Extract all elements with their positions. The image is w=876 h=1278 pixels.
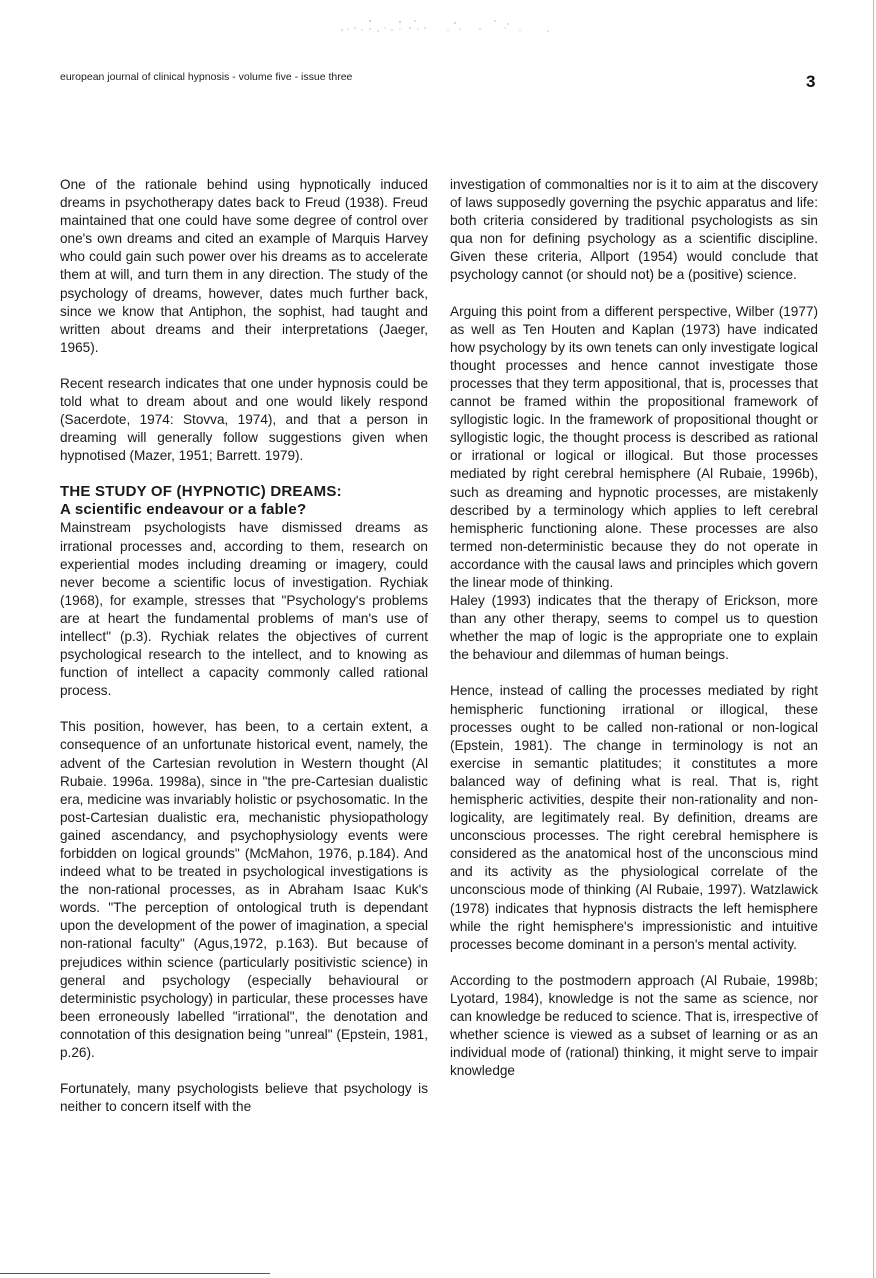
paragraph: Haley (1993) indicates that the therapy of Erickson, more than any other therapy, seems to compel us to question whether the map of logic is the appropriate one to explain the behaviour and dilemmas of human beings.	[450, 593, 818, 663]
left-column	[60, 176, 428, 1134]
scan-edge-line	[0, 1273, 270, 1274]
section-heading: THE STUDY OF (HYPNOTIC) DREAMS:	[60, 483, 342, 501]
paragraph: Recent research indicates that one under hypnosis could be told what to dream about and one would likely respond (Sacerdote, 1974: Stovva, 1974), and that a person in dreaming will generally follow suggestions given when hypnotised (Mazer, 1951; Barrett. 1979).	[60, 375, 428, 464]
page-number: 3	[806, 72, 816, 91]
paragraph: Fortunately, many psychologists believe that psychology is neither to concern itself with the	[60, 1081, 428, 1115]
journal-header: european journal of clinical hypnosis - volume five - issue three	[60, 71, 353, 83]
scan-edge-line	[873, 0, 874, 1278]
right-column	[450, 176, 818, 1098]
paragraph: investigation of commonalties nor is it to aim at the discovery of laws supposedly governing the psychic apparatus and life: both criteria considered by traditional psychologists as sin qua non for defining psychology as a scientific discipline. Given these criteria, Allport (1954) would conclude that psychology cannot (or should not) be a (positive) science.	[450, 177, 818, 283]
paragraph: Hence, instead of calling the processes mediated by right hemispheric functioning irrational or illogical, these processes ought to be called non-rational or non-logical (Epstein, 1981). The change in terminology is not an exercise in semantic platitudes; it constitutes a more balanced way of defining what is real. That is, right hemispheric activities, despite their non-rationality and non-logicality, are legitimately real. By definition, dreams are unconscious processes. The right cerebral hemisphere is considered as the anatomical host of the unconscious mind and its activity as the physiological correlate of the unconscious mode of thinking (Al Rubaie, 1997). Watzlawick (1978) indicates that hypnosis distracts the left hemisphere while the right hemisphere's impressionistic and intuitive processes become dominant in a person's mental activity.	[450, 683, 818, 952]
paragraph: According to the postmodern approach (Al Rubaie, 1998b; Lyotard, 1984), knowledge is not the same as science, nor can knowledge be reduced to science. That is, irrespective of whether science is viewed as a subset of learning or as an individual mode of (rational) thinking, it might serve to impair knowledge	[450, 972, 818, 1079]
paragraph: This position, however, has been, to a certain extent, a consequence of an unfortunate historical event, namely, the advent of the Cartesian revolution in Western thought (Al Rubaie. 1996a. 1998a), since in "the pre-Cartesian dualistic era, medicine was invariably holistic or psychosomatic. In the post-Cartesian dualistic era, mechanistic physiopathology gained ascendancy, and psychophysiology events were forbidden on logical grounds" (McMahon, 1976, p.184). And indeed what to be treated in psychological investigations is the non-rational processes, as in Abraham Isaac Kuk's words. "The perception of ontological truth is dependant upon the development of the power of imagination, a special non-rational faculty" (Agus,1972, p.163). But because of prejudices within science (particularly positivistic science) in general and psychology (especially behavioural or deterministic psychology) in particular, these processes have been erroneously labelled "irrational", the denotation and connotation of this designation being "unreal" (Epstein, 1981, p.26).	[60, 719, 428, 1061]
paragraph: One of the rationale behind using hypnotically induced dreams in psychotherapy dates back to Freud (1938). Freud maintained that one could have some degree of control over one's own dreams and cited an example of Marquis Harvey who could gain such power over his dreams as to accelerate them at will, and turn them in any direction. The study of the psychology of dreams, however, dates much further back, since we know that Antiphon, the sophist, had taught and written about dreams and their interpretations (Jaeger, 1965).	[60, 177, 428, 355]
scan-artifact-marks	[330, 18, 560, 48]
paragraph: Mainstream psychologists have dismissed dreams as irrational processes and, according to them, research on experiential modes including dreaming or imagery, could never become a scientific locus of investigation. Rychiak (1968), for example, stresses that "Psychology's problems are at heart the fundamental problems of man's use of intellect" (p.3). Rychiak relates the objectives of current psychological research to the intellect, and to knowing as function of intellect a capacity commonly called rational process.	[60, 520, 428, 699]
section-subheading: A scientific endeavour or a fable?	[60, 501, 307, 519]
paragraph: Arguing this point from a different perspective, Wilber (1977) as well as Ten Houten and Kaplan (1973) have indicated how psychology by its own tenets can only investigate logical thought processes and hence cannot investigate those processes that they term appositional, that is, processes that cannot be framed within the propositional framework of syllogistic logic. In the framework of propositional thought or syllogistic logic, the thought process is described as rational or irrational or logical or illogical. But those processes mediated by right cerebral hemisphere (Al Rubaie, 1996b), such as dreaming and hypnotic processes, are mistakenly described by a terminology which applies to left cerebral hemispheric functioning alone. These processes are also termed non-deterministic because they do not operate in accordance with the causal laws and principles which govern the linear mode of thinking.	[450, 303, 818, 590]
